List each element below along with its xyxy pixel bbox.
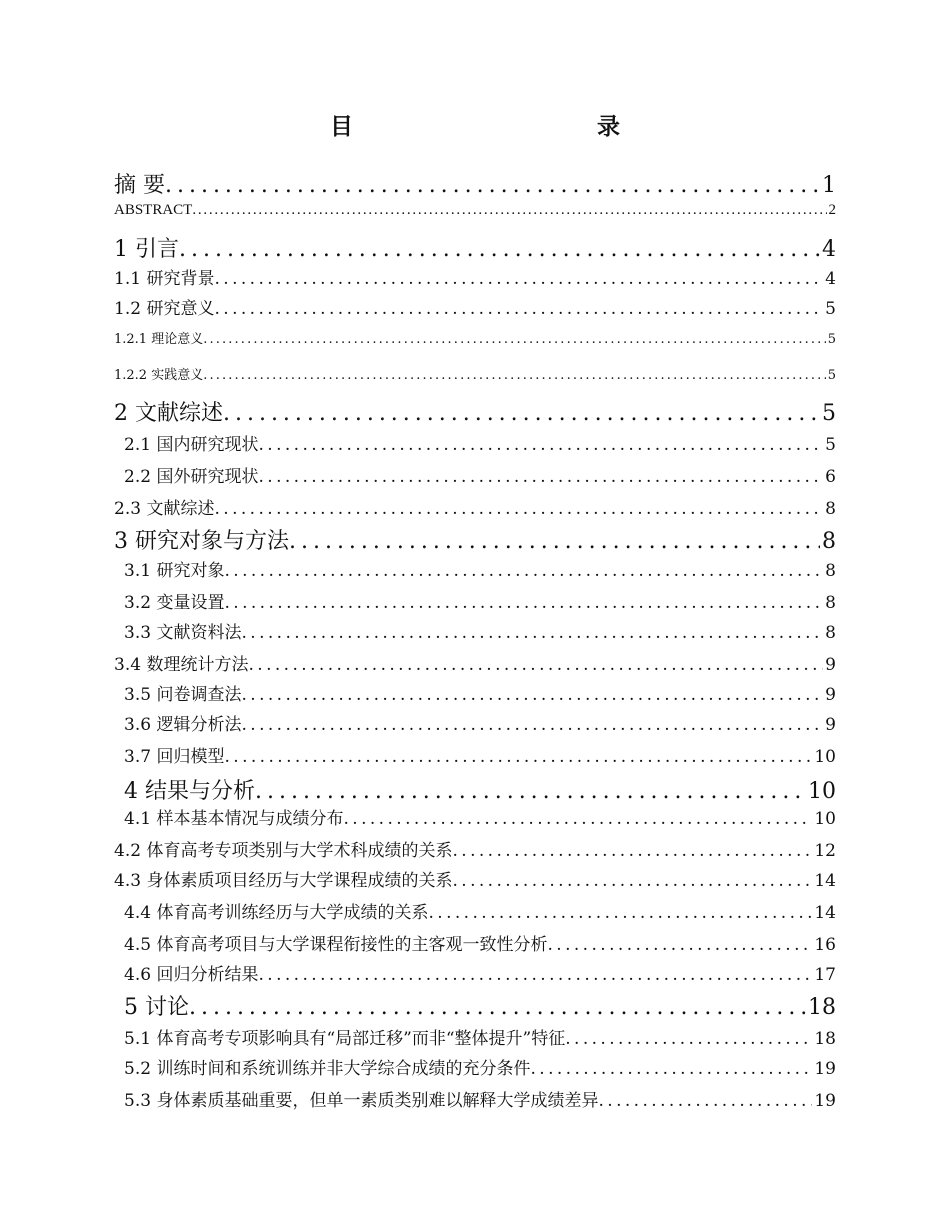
toc-entry-page-number: 5 (825, 299, 836, 319)
toc-entry-page-number: 5 (827, 368, 836, 383)
toc-entry-page-number: 18 (814, 1029, 836, 1049)
toc-dot-leader (165, 173, 820, 198)
toc-entry[interactable] (114, 202, 836, 228)
toc-entry-label: 3.7 回归模型 (124, 747, 225, 767)
toc-dot-leader (224, 593, 823, 613)
toc-entry-page-number: 8 (825, 499, 836, 519)
toc-entry-label: 1.2.1 理论意义 (114, 332, 204, 347)
toc-entry[interactable] (124, 618, 836, 644)
toc-entry-page-number: 9 (825, 685, 836, 705)
toc-dot-leader (241, 685, 823, 705)
toc-dot-leader (255, 779, 806, 804)
toc-entry[interactable] (124, 1054, 836, 1080)
toc-entry-label: 3.6 逻辑分析法 (124, 715, 242, 735)
toc-dot-leader (428, 903, 812, 923)
toc-entry-page-number: 4 (822, 237, 836, 262)
toc-entry[interactable] (114, 866, 836, 892)
toc-entry-label: 4.3 身体素质项目经历与大学课程成绩的关系 (114, 871, 453, 891)
toc-entry[interactable] (114, 524, 836, 554)
toc-entry-label: 2.2 国外研究现状 (124, 467, 259, 487)
toc-entry[interactable] (114, 232, 836, 262)
toc-entry-label: 2.1 国内研究现状 (124, 435, 259, 455)
toc-entry-page-number: 9 (825, 715, 836, 735)
toc-dot-leader (248, 655, 823, 675)
toc-entry[interactable] (114, 650, 836, 676)
toc-entry-label: 2.3 文献综述 (114, 499, 215, 519)
toc-entry-page-number: 5 (822, 401, 836, 426)
toc-entry[interactable] (124, 1086, 836, 1112)
toc-dot-leader (224, 747, 812, 767)
toc-dot-leader (530, 1059, 812, 1079)
toc-dot-leader (452, 841, 812, 861)
toc-entry-page-number: 8 (825, 561, 836, 581)
toc-entry-page-number: 19 (814, 1059, 836, 1079)
toc-entry[interactable] (114, 168, 836, 198)
toc-entry-label: 1.2.2 实践意义 (114, 368, 204, 383)
toc-entry-page-number: 18 (808, 995, 836, 1020)
toc-entry[interactable] (124, 804, 836, 830)
toc-entry-page-number: 10 (814, 809, 836, 829)
toc-dot-leader (343, 809, 812, 829)
toc-entry[interactable] (124, 710, 836, 736)
toc-entry-label: 4 结果与分析 (124, 779, 255, 804)
toc-entry[interactable] (114, 264, 836, 290)
toc-dot-leader (289, 529, 820, 554)
toc-dot-leader (214, 499, 823, 519)
toc-entry-label: 5 讨论 (124, 995, 189, 1020)
toc-entry-label: 3.3 文献资料法 (124, 623, 242, 643)
toc-entry-page-number: 14 (814, 903, 836, 923)
toc-entry-label: 4.6 回归分析结果 (124, 965, 259, 985)
toc-entry-page-number: 8 (822, 529, 836, 554)
toc-entry-label: 3.2 变量设置 (124, 593, 225, 613)
toc-entry[interactable] (124, 774, 836, 804)
toc-entry[interactable] (124, 742, 836, 768)
toc-dot-leader (258, 467, 823, 487)
toc-entry-page-number: 10 (814, 747, 836, 767)
toc-dot-leader (192, 202, 826, 219)
toc-entry-page-number: 9 (825, 655, 836, 675)
toc-entry-page-number: 17 (814, 965, 836, 985)
toc-dot-leader (241, 715, 823, 735)
toc-entry-label: 5.1 体育高考专项影响具有“局部迁移”而非“整体提升”特征 (124, 1029, 566, 1049)
toc-entry-label: 1 引言 (114, 237, 179, 262)
toc-entry-page-number: 1 (822, 173, 836, 198)
toc-dot-leader (565, 1029, 812, 1049)
toc-entry-page-number: 19 (814, 1091, 836, 1111)
toc-dot-leader (258, 965, 812, 985)
toc-entry[interactable] (114, 364, 836, 386)
toc-entry[interactable] (124, 990, 836, 1020)
toc-entry[interactable] (114, 494, 836, 520)
toc-dot-leader (214, 299, 823, 319)
toc-entry-label: 4.1 样本基本情况与成绩分布 (124, 809, 344, 829)
toc-entry-label: 3.1 研究对象 (124, 561, 225, 581)
toc-dot-leader (223, 401, 820, 426)
toc-entry[interactable] (114, 328, 836, 350)
toc-dot-leader (214, 269, 823, 289)
toc-entry-page-number: 6 (825, 467, 836, 487)
toc-entry-label: 1.1 研究背景 (114, 269, 215, 289)
toc-entry[interactable] (114, 396, 836, 426)
toc-dot-leader (203, 368, 826, 383)
toc-entry-page-number: 8 (825, 593, 836, 613)
toc-entry-label: 3.4 数理统计方法 (114, 655, 249, 675)
toc-entry-page-number: 5 (827, 332, 836, 347)
page-title: 目 录 (329, 113, 738, 140)
toc-entry-page-number: 10 (808, 779, 836, 804)
toc-entry-page-number: 16 (814, 935, 836, 955)
toc-entry-page-number: 5 (825, 435, 836, 455)
toc-entry-page-number: 8 (825, 623, 836, 643)
toc-entry[interactable] (124, 588, 836, 614)
toc-entry-label: 5.2 训练时间和系统训练并非大学综合成绩的充分条件 (124, 1059, 531, 1079)
toc-entry-label: 3.5 问卷调查法 (124, 685, 242, 705)
toc-dot-leader (598, 1091, 812, 1111)
toc-entry-label: 2 文献综述 (114, 401, 223, 426)
toc-entry-label: ABSTRACT (114, 202, 193, 218)
toc-entry-label: 4.2 体育高考专项类别与大学术科成绩的关系 (114, 841, 453, 861)
toc-entry-page-number: 4 (825, 269, 836, 289)
toc-entry-label: 1.2 研究意义 (114, 299, 215, 319)
toc-entry[interactable] (124, 930, 836, 956)
toc-entry-label: 3 研究对象与方法 (114, 529, 289, 554)
toc-dot-leader (179, 237, 820, 262)
toc-entry-label: 摘 要 (114, 173, 165, 198)
toc-entry[interactable] (124, 462, 836, 488)
toc-dot-leader (189, 995, 806, 1020)
toc-entry-page-number: 12 (814, 841, 836, 861)
toc-entry[interactable] (124, 430, 836, 456)
toc-dot-leader (547, 935, 812, 955)
toc-dot-leader (452, 871, 812, 891)
toc-dot-leader (224, 561, 823, 581)
toc-entry-label: 5.3 身体素质基础重要，但单一素质类别难以解释大学成绩差异 (124, 1091, 599, 1111)
toc-entry[interactable] (124, 898, 836, 924)
toc-dot-leader (258, 435, 823, 455)
toc-entry[interactable] (124, 680, 836, 706)
toc-entry[interactable] (114, 836, 836, 862)
toc-entry-page-number: 2 (828, 202, 836, 218)
toc-entry[interactable] (124, 1024, 836, 1050)
toc-entry[interactable] (114, 294, 836, 320)
toc-entry-page-number: 14 (814, 871, 836, 891)
toc-dot-leader (241, 623, 823, 643)
toc-entry[interactable] (124, 960, 836, 986)
toc-entry-label: 4.4 体育高考训练经历与大学成绩的关系 (124, 903, 429, 923)
toc-entry[interactable] (124, 556, 836, 582)
toc-entry-label: 4.5 体育高考项目与大学课程衔接性的主客观一致性分析 (124, 935, 548, 955)
toc-dot-leader (203, 332, 826, 347)
